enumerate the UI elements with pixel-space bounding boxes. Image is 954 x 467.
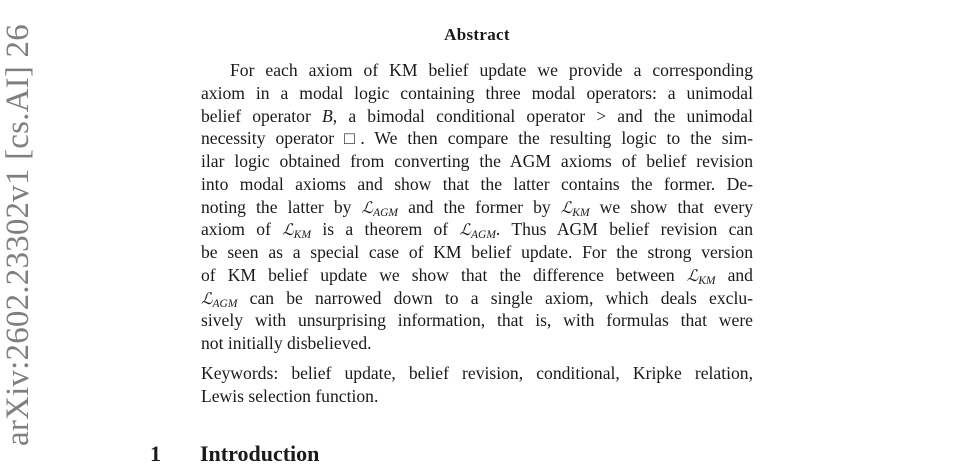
abstract-line: sively with unsurprising information, that is, with formulas that were	[201, 310, 753, 331]
section-title: Introduction	[200, 441, 320, 466]
abstract-line	[201, 105, 753, 128]
abstract-heading: Abstract	[444, 25, 510, 44]
abstract-line: into modal axioms and show that the latter contains the former. De-	[201, 173, 753, 194]
text-segment: we show that every	[589, 196, 753, 217]
logic-symbol: ℒ	[686, 265, 699, 285]
logic-symbol: ℒ	[459, 220, 471, 240]
text-segment: necessity operator	[201, 128, 345, 149]
necessity-operator-symbol: □	[344, 128, 361, 149]
section-number: 1	[150, 441, 161, 466]
logic-subscript: KM	[698, 274, 716, 287]
abstract-line: be seen as a special case of KM belief update. For the strong version	[201, 242, 753, 262]
text-segment: can be narrowed down to a single axiom, which deals exclu-	[237, 287, 753, 308]
abstract-line	[201, 264, 753, 287]
arxiv-identifier-stamp: arXiv:2602.23302v1 [cs.AI] 26	[0, 24, 36, 446]
keywords-line: Keywords: belief update, belief revision, conditional, Kripke relation,	[201, 363, 753, 383]
section-heading-introduction	[150, 441, 319, 467]
text-segment: and	[715, 264, 753, 285]
text-segment: of KM belief update we show that the difference between	[201, 264, 687, 285]
logic-subscript: KM	[293, 229, 312, 242]
text-segment: . We then compare the resulting logic to the sim-	[360, 128, 753, 149]
abstract-line	[201, 287, 753, 310]
text-segment: , a bimodal conditional operator > and the unimodal	[332, 105, 753, 126]
text-segment: belief operator	[201, 105, 322, 126]
logic-symbol: ℒ	[282, 220, 294, 240]
text-segment: axiom of	[201, 219, 283, 240]
logic-subscript: KM	[572, 206, 590, 219]
logic-symbol: ℒ	[361, 197, 374, 217]
text-segment: noting the latter by	[201, 196, 362, 217]
logic-subscript: AGM	[471, 229, 496, 242]
abstract-line	[201, 196, 753, 219]
belief-operator-symbol: B	[322, 105, 333, 126]
keywords-paragraph	[201, 362, 753, 408]
abstract-line: For each axiom of KM belief update we provide a corresponding	[230, 60, 753, 80]
abstract-paragraph	[201, 59, 753, 355]
logic-symbol: ℒ	[560, 197, 573, 217]
abstract-line: axiom in a modal logic containing three modal operators: a unimodal	[201, 82, 753, 103]
keywords-line: Lewis selection function.	[201, 385, 379, 406]
text-segment: is a theorem of	[311, 219, 460, 240]
logic-subscript: AGM	[373, 206, 398, 219]
abstract-line: not initially disbelieved.	[201, 333, 372, 353]
abstract-line: ilar logic obtained from converting the AGM axioms of belief revision	[201, 151, 753, 171]
logic-symbol: ℒ	[201, 288, 213, 308]
text-segment: and the former by	[397, 196, 561, 217]
logic-subscript: AGM	[212, 297, 238, 310]
abstract-line	[201, 127, 753, 150]
text-segment: . Thus AGM belief revision can	[495, 219, 753, 240]
abstract-line	[201, 218, 753, 241]
